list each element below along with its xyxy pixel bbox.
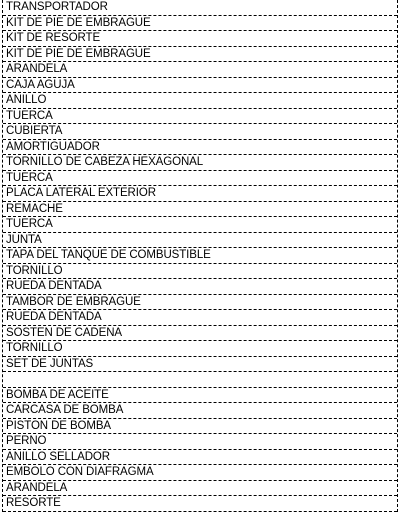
table-row: BOMBA DE ACEITE [3,388,397,404]
table-row: CAJA AGUJA [3,78,397,94]
table-row: RUEDA DENTADA [3,310,397,326]
table-row: TRANSPORTADOR [3,0,397,16]
table-row: RESORTE [3,496,397,512]
table-row: SOSTEN DE CADENA [3,326,397,342]
table-row: SET DE JUNTAS [3,357,397,373]
table-row: PERNO [3,434,397,450]
table-row: AMORTIGUADOR [3,140,397,156]
table-row: RUEDA DENTADA [3,279,397,295]
table-row: ANILLO SELLADOR [3,450,397,466]
table-row: TUERCA [3,217,397,233]
table-row: ARANDELA [3,481,397,497]
table-row: CUBIERTA [3,124,397,140]
table-row: JUNTA [3,233,397,249]
table-row: PISTON DE BOMBA [3,419,397,435]
table-row: EMBOLO CON DIAFRAGMA [3,465,397,481]
table-row: KIT DE PIE DE EMBRAGUE [3,47,397,63]
table-row: TORNILLO DE CABEZA HEXAGONAL [3,155,397,171]
table-row: ARANDELA [3,62,397,78]
table-row: KIT DE RESORTE [3,31,397,47]
parts-list-table [2,0,398,512]
table-row: KIT DE PIE DE EMBRAGUE [3,16,397,32]
table-row: PLACA LATERAL EXTERIOR [3,186,397,202]
table-row: TORNILLO [3,264,397,280]
table-row-empty [3,372,397,388]
table-row: TUERCA [3,171,397,187]
table-row: TUERCA [3,109,397,125]
table-row: ANILLO [3,93,397,109]
table-row: TAMBOR DE EMBRAGUE [3,295,397,311]
table-row: REMACHE [3,202,397,218]
table-row: TAPA DEL TANQUE DE COMBUSTIBLE [3,248,397,264]
table-row: CARCASA DE BOMBA [3,403,397,419]
table-row: TORNILLO [3,341,397,357]
